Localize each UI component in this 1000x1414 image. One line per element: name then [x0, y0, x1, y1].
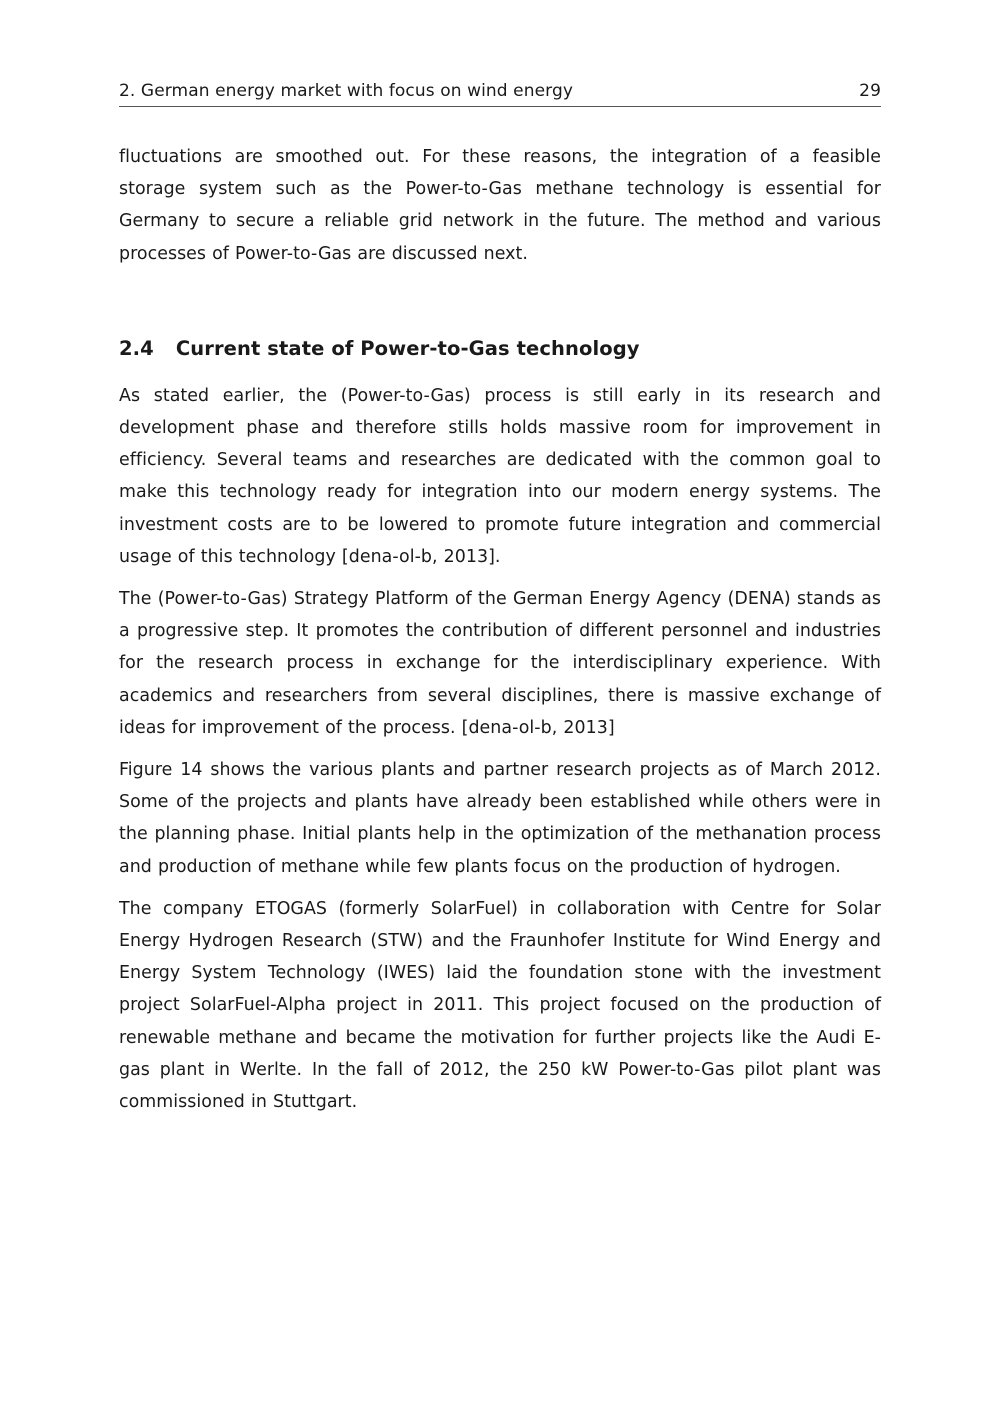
document-page: [119, 0, 881, 1414]
paragraph: The company ETOGAS (formerly SolarFuel) in collaboration with Centre for Solar Energy Hydrogen Research (STW) and the Fraunhofer Institute for Wind Energy and Energy System Technology (IWES) laid the foundation stone with the investment project SolarFuel-Alpha project in 2011. This project focused on the production of renewable methane and became the motivation for further projects like the Audi E-gas plant in Werlte. In the fall of 2012, the 250 kW Power-to-Gas pilot plant was commissioned in Stuttgart.: [119, 898, 881, 1113]
chapter-title: 2. German energy market with focus on wind energy: [119, 81, 574, 101]
paragraph: The (Power-to-Gas) Strategy Platform of the German Energy Agency (DENA) stands as a progressive step. It promotes the contribution of different personnel and industries for the research process in exchange for the interdisciplinary experience. With academics and researchers from several disciplines, there is massive exchange of ideas for improvement of the process. [dena-ol-b, 2013]: [119, 589, 881, 738]
page-number: 29: [859, 81, 881, 101]
section-heading: [119, 336, 881, 362]
paragraph: Figure 14 shows the various plants and partner research projects as of March 2012. Some of the projects and plants have already been established while others were in the planning phase. Initial plants help in the optimization of the methanation process and production of methane while few plants focus on the production of hydrogen.: [119, 760, 881, 877]
page-content: [119, 141, 881, 1128]
paragraph-continuation: fluctuations are smoothed out. For these reasons, the integration of a feasible storage system such as the Power-to-Gas methane technology is essential for Germany to secure a reliable grid network in the future. The method and various processes of Power-to-Gas are discussed next.: [119, 147, 881, 264]
section-title: Current state of Power-to-Gas technology: [175, 336, 640, 360]
running-header: [119, 80, 881, 107]
section-number: 2.4: [119, 336, 154, 360]
paragraph: As stated earlier, the (Power-to-Gas) process is still early in its research and development phase and therefore stills holds massive room for improvement in efficiency. Several teams and researches are dedicated with the common goal to make this technology ready for integration into our modern energy systems. The investment costs are to be lowered to promote future integration and commercial usage of this technology [dena-ol-b, 2013].: [119, 385, 881, 567]
